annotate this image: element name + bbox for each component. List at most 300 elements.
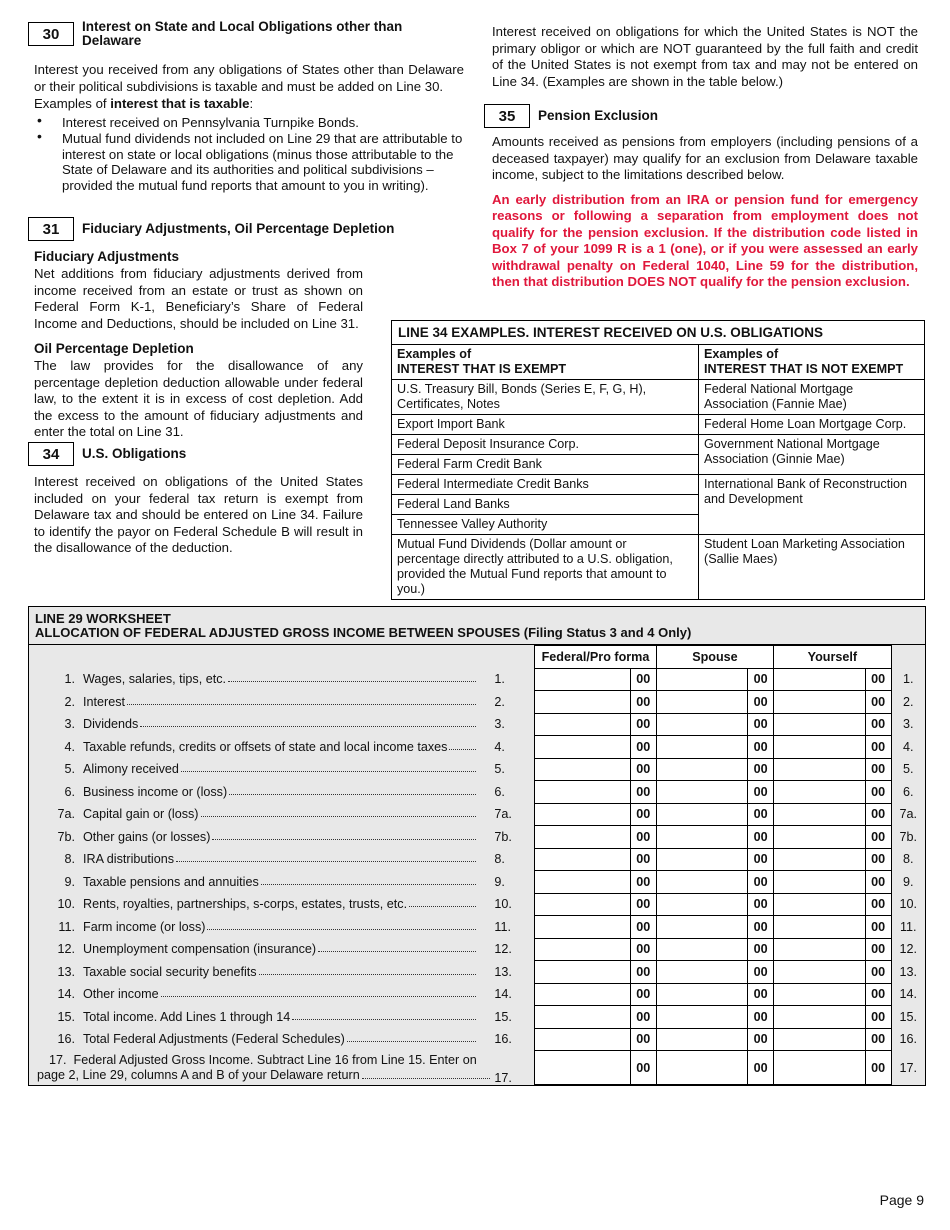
cents-label: 00 — [748, 1006, 774, 1029]
worksheet-row — [29, 938, 925, 961]
worksheet-row — [29, 916, 925, 939]
cents-label: 00 — [865, 713, 891, 736]
line-number: 1. — [494, 672, 505, 687]
line-label — [29, 826, 490, 849]
worksheet-row — [29, 691, 925, 714]
cents-label: 00 — [865, 848, 891, 871]
line-label — [29, 871, 490, 894]
yourself-amount-input[interactable] — [774, 871, 865, 894]
yourself-amount-input[interactable] — [774, 1006, 865, 1029]
oil-depletion-paragraph: The law provides for the disallowance of any percentage depletion deduction allowable under federal law, to the extent it is in excess of cost depletion. Add the excess to the amount of fiduciary adjustments and enter the total on Line 31. — [34, 358, 363, 439]
line-number: 4. — [903, 739, 914, 754]
spouse-amount-input[interactable] — [656, 758, 747, 781]
exempt-cell: Federal Farm Credit Bank — [392, 455, 699, 475]
line-text: Total income. Add Lines 1 through 14 — [83, 1009, 291, 1024]
spouse-column-header: Spouse — [656, 646, 773, 669]
cents-label: 00 — [865, 893, 891, 916]
line-label — [29, 916, 490, 939]
line-label — [29, 1006, 490, 1029]
leader-dots — [261, 884, 477, 885]
federal-amount-input[interactable] — [535, 1006, 631, 1029]
cents-label: 00 — [630, 781, 656, 804]
yourself-amount-input[interactable] — [774, 781, 865, 804]
left-column — [28, 20, 464, 194]
spouse-amount-input[interactable] — [656, 713, 747, 736]
worksheet-grid — [29, 645, 925, 1085]
line-label — [29, 961, 490, 984]
line-number: 17. — [494, 1070, 512, 1085]
examples-colon: : — [249, 96, 254, 111]
section-35-paragraph: Amounts received as pensions from employers (including pensions of a deceased taxpayer) may qualify for an exclusion from Delaware taxable income, subject to the limitations described below. — [492, 134, 918, 182]
exempt-cell: Federal Deposit Insurance Corp. — [392, 435, 699, 455]
leader-dots — [127, 704, 476, 705]
leader-dots — [207, 929, 476, 930]
line-text: Business income or (loss) — [83, 784, 228, 799]
federal-amount-input[interactable] — [535, 758, 631, 781]
worksheet-row — [29, 893, 925, 916]
spouse-amount-input[interactable] — [656, 781, 747, 804]
line-number: 17. — [49, 1052, 67, 1067]
cents-label: 00 — [630, 668, 656, 691]
yourself-amount-input[interactable] — [774, 938, 865, 961]
line-label — [29, 938, 490, 961]
line-number: 16. — [57, 1032, 75, 1047]
line-number: 5. — [903, 762, 914, 777]
cents-label: 00 — [630, 826, 656, 849]
blank — [29, 646, 490, 669]
line-number: 9. — [494, 874, 505, 889]
line-number: 16. — [494, 1032, 512, 1047]
page-number: Page 9 — [879, 1192, 924, 1208]
line-number: 13. — [57, 964, 75, 979]
worksheet-row — [29, 983, 925, 1006]
worksheet-row — [29, 803, 925, 826]
line-text: Unemployment compensation (insurance) — [83, 942, 317, 957]
leader-dots — [212, 839, 476, 840]
exempt-column-header — [392, 345, 699, 380]
line-number: 4. — [64, 739, 75, 754]
federal-amount-input[interactable] — [535, 938, 631, 961]
cents-label: 00 — [748, 691, 774, 714]
cents-label: 00 — [748, 938, 774, 961]
cents-label: 00 — [865, 826, 891, 849]
leader-dots — [228, 681, 476, 682]
line-number: 14. — [899, 987, 918, 1002]
leader-dots — [161, 996, 477, 997]
section-number: 31 — [28, 217, 74, 241]
exempt-cell: U.S. Treasury Bill, Bonds (Series E, F, G, H), Certificates, Notes — [392, 380, 699, 415]
line-17-text-2 — [37, 1068, 490, 1083]
yourself-amount-input[interactable] — [774, 916, 865, 939]
federal-amount-input[interactable] — [535, 691, 631, 714]
federal-amount-input[interactable] — [535, 781, 631, 804]
cents-label: 00 — [630, 848, 656, 871]
cents-label: 00 — [630, 736, 656, 759]
line-text: Taxable refunds, credits or offsets of state and local income taxes — [83, 739, 448, 754]
line-label — [29, 1051, 490, 1085]
spouse-amount-input[interactable] — [656, 871, 747, 894]
federal-amount-input[interactable] — [535, 848, 631, 871]
table-caption: LINE 34 EXAMPLES. INTEREST RECEIVED ON U.S. OBLIGATIONS — [392, 321, 925, 345]
spouse-amount-input[interactable] — [656, 736, 747, 759]
federal-amount-input[interactable] — [535, 871, 631, 894]
line-17-text — [37, 1053, 490, 1068]
cents-label: 00 — [748, 871, 774, 894]
line-number: 5. — [494, 762, 505, 777]
cents-label: 00 — [630, 1006, 656, 1029]
cents-label: 00 — [865, 1006, 891, 1029]
federal-column-header: Federal/Pro forma — [535, 646, 657, 669]
yourself-amount-input[interactable] — [774, 826, 865, 849]
line-number: 11. — [899, 919, 917, 934]
line-34-examples-table — [391, 320, 925, 600]
line-number: 15. — [57, 1009, 75, 1024]
right-column — [492, 24, 918, 291]
yourself-amount-input[interactable] — [774, 668, 865, 691]
exempt-cell: Federal Intermediate Credit Banks — [392, 475, 699, 495]
cents-label: 00 — [865, 781, 891, 804]
line-label — [29, 983, 490, 1006]
cents-label: 00 — [865, 983, 891, 1006]
yourself-amount-input[interactable] — [774, 961, 865, 984]
federal-amount-input[interactable] — [535, 983, 631, 1006]
worksheet-row — [29, 1028, 925, 1051]
line-number: 14. — [57, 987, 75, 1002]
leader-dots — [140, 726, 476, 727]
subheading: Fiduciary Adjustments — [34, 249, 180, 264]
line-number: 7a. — [899, 807, 918, 822]
cents-label: 00 — [630, 1051, 656, 1085]
not-exempt-cell: Government National Mortgage Association (Ginnie Mae) — [699, 435, 925, 475]
line-number: 3. — [64, 717, 75, 732]
line-number: 7b. — [899, 829, 918, 844]
blank — [490, 646, 534, 669]
list-item: • Mutual fund dividends not included on Line 29 that are attributable to interest on state or local obligations (minus those attributable to the State of Delaware and its authorities and political subdivisions – provided the mutual fund reports that amount to you in writing). — [34, 131, 464, 193]
cents-label: 00 — [865, 1028, 891, 1051]
cents-label: 00 — [630, 961, 656, 984]
federal-amount-input[interactable] — [535, 826, 631, 849]
line-number: 16. — [899, 1032, 918, 1047]
cents-label: 00 — [630, 691, 656, 714]
section-30-header — [28, 20, 464, 48]
line-label — [29, 758, 490, 781]
line-number: 2. — [64, 694, 75, 709]
spouse-amount-input[interactable] — [656, 848, 747, 871]
line-number: 13. — [899, 964, 918, 979]
leader-dots — [201, 816, 477, 817]
yourself-amount-input[interactable] — [774, 691, 865, 714]
line-number: 13. — [494, 964, 512, 979]
cents-label: 00 — [865, 916, 891, 939]
yourself-amount-input[interactable] — [774, 758, 865, 781]
line-number: 7b. — [494, 829, 512, 844]
line-number: 8. — [903, 852, 914, 867]
cents-label: 00 — [748, 736, 774, 759]
spouse-amount-input[interactable] — [656, 916, 747, 939]
spouse-amount-input[interactable] — [656, 938, 747, 961]
federal-amount-input[interactable] — [535, 916, 631, 939]
section-title: Interest on State and Local Obligations other than Delaware — [82, 19, 403, 48]
cents-label: 00 — [748, 916, 774, 939]
line-number: 11. — [58, 919, 75, 934]
leader-dots — [362, 1078, 491, 1079]
leader-dots — [347, 1041, 477, 1042]
section-title: U.S. Obligations — [82, 446, 187, 461]
leader-dots — [229, 794, 476, 795]
spouse-amount-input[interactable] — [656, 1051, 747, 1085]
federal-amount-input[interactable] — [535, 668, 631, 691]
federal-amount-input[interactable] — [535, 736, 631, 759]
line-text: Dividends — [83, 717, 139, 732]
line-number: 7a. — [57, 807, 75, 822]
yourself-amount-input[interactable] — [774, 893, 865, 916]
federal-amount-input[interactable] — [535, 713, 631, 736]
line-number: 11. — [494, 919, 511, 934]
spouse-amount-input[interactable] — [656, 1006, 747, 1029]
spouse-amount-input[interactable] — [656, 826, 747, 849]
worksheet-header-row — [29, 646, 925, 669]
line-text: Interest — [83, 694, 125, 709]
cents-label: 00 — [748, 1051, 774, 1085]
leader-dots — [176, 861, 476, 862]
spouse-amount-input[interactable] — [656, 961, 747, 984]
not-exempt-cell: International Bank of Reconstruction and Development — [699, 475, 925, 535]
yourself-amount-input[interactable] — [774, 848, 865, 871]
section-title: Pension Exclusion — [538, 108, 659, 123]
line-number: 1. — [903, 672, 914, 687]
yourself-column-header: Yourself — [774, 646, 891, 669]
leader-dots — [181, 771, 477, 772]
line-label — [29, 893, 490, 916]
worksheet-row — [29, 1006, 925, 1029]
line-number: 1. — [64, 672, 75, 687]
exempt-cell: Tennessee Valley Authority — [392, 515, 699, 535]
cents-label: 00 — [748, 758, 774, 781]
worksheet-row — [29, 736, 925, 759]
cents-label: 00 — [865, 871, 891, 894]
spouse-amount-input[interactable] — [656, 983, 747, 1006]
early-distribution-warning: An early distribution from an IRA or pension fund for emergency reasons or following a separation from employment does not qualify for the pension exclusion. If the distribution code listed in Box 7 of your 1099 R is a 1 (one), or if you were assessed an early withdrawal penalty on Federal 1040, Line 59 for the distribution, then that distribution DOES NOT qualify for the pension exclusion. — [492, 191, 918, 289]
cents-label: 00 — [748, 713, 774, 736]
line-text: IRA distributions — [83, 852, 174, 867]
line-number: 8. — [494, 852, 505, 867]
line-number: 3. — [903, 717, 914, 732]
section-34-paragraph: Interest received on obligations of the United States included on your federal tax return is exempt from Delaware tax and should be entered on Line 34. Failure to identify the payor on Federal Schedule B will result in the disallowance of the deduction. — [34, 474, 363, 555]
leader-dots — [318, 951, 476, 952]
worksheet-row — [29, 713, 925, 736]
cents-label: 00 — [630, 1028, 656, 1051]
line-label — [29, 736, 490, 759]
cents-label: 00 — [630, 713, 656, 736]
leader-dots — [292, 1019, 476, 1020]
cents-label: 00 — [630, 983, 656, 1006]
line-label — [29, 668, 490, 691]
line-29-worksheet — [28, 606, 926, 1086]
cents-label: 00 — [748, 826, 774, 849]
worksheet-title — [29, 607, 925, 645]
cents-label: 00 — [865, 691, 891, 714]
worksheet-heading: LINE 29 WORKSHEET — [35, 611, 171, 626]
line-number: 12. — [899, 942, 918, 957]
cents-label: 00 — [865, 961, 891, 984]
line-text: Farm income (or loss) — [83, 919, 206, 934]
line-text: Rents, royalties, partnerships, s-corps, estates, trusts, etc. — [83, 897, 408, 912]
line-label — [29, 848, 490, 871]
line-number: 3. — [494, 717, 505, 732]
spouse-amount-input[interactable] — [656, 893, 747, 916]
header-line: Examples of — [397, 347, 472, 361]
yourself-amount-input[interactable] — [774, 1051, 865, 1085]
exempt-cell: Export Import Bank — [392, 415, 699, 435]
cents-label: 00 — [865, 803, 891, 826]
line-number: 10. — [899, 897, 918, 912]
worksheet-row — [29, 848, 925, 871]
cents-label: 00 — [630, 916, 656, 939]
line-number: 2. — [903, 694, 914, 709]
line-number: 17. — [899, 1060, 918, 1075]
line-text: Other gains (or losses) — [83, 829, 211, 844]
line-number: 7a. — [494, 807, 512, 822]
line-number: 2. — [494, 694, 505, 709]
line-number: 6. — [64, 784, 75, 799]
worksheet-row-17 — [29, 1051, 925, 1085]
cents-label: 00 — [865, 1051, 891, 1085]
section-number: 35 — [484, 104, 530, 128]
fiduciary-paragraph: Net additions from fiduciary adjustments derived from income received from an estate or trust as shown on Federal Form K-1, Beneficiary’s Share of Federal Income and Deductions, should be included on Line 31. — [34, 266, 363, 331]
cents-label: 00 — [748, 668, 774, 691]
cents-label: 00 — [865, 758, 891, 781]
line-number: 14. — [494, 987, 512, 1002]
yourself-amount-input[interactable] — [774, 803, 865, 826]
spouse-amount-input[interactable] — [656, 668, 747, 691]
line-number: 6. — [903, 784, 914, 799]
worksheet-row — [29, 668, 925, 691]
section-31-header — [28, 217, 464, 241]
line-text: Alimony received — [83, 762, 179, 777]
worksheet-subheading: ALLOCATION OF FEDERAL ADJUSTED GROSS INCOME BETWEEN SPOUSES (Filing Status 3 and 4 Only) — [35, 625, 692, 640]
line-label — [29, 781, 490, 804]
spouse-amount-input[interactable] — [656, 1028, 747, 1051]
section-34-continued: Interest received on obligations for which the United States is NOT the primary obligor or which are NOT guaranteed by the full faith and credit of the United States is not exempt from tax and may not be entered on Line 34. (Examples are shown in the table below.) — [492, 24, 918, 89]
line-number: 7b. — [57, 829, 75, 844]
list-item: • Interest received on Pennsylvania Turnpike Bonds. — [34, 115, 464, 131]
subheading: Oil Percentage Depletion — [34, 341, 194, 356]
cents-label: 00 — [630, 893, 656, 916]
line-label — [29, 1028, 490, 1051]
worksheet-row — [29, 781, 925, 804]
header-line: Examples of — [704, 347, 779, 361]
leader-dots — [449, 749, 476, 750]
federal-amount-input[interactable] — [535, 893, 631, 916]
line-text: Federal Adjusted Gross Income. Subtract Line 16 from Line 15. Enter on — [73, 1052, 477, 1067]
examples-lead-text: Examples of — [34, 96, 111, 111]
not-exempt-cell: Student Loan Marketing Association (Sallie Maes) — [699, 535, 925, 600]
line-number: 12. — [494, 942, 512, 957]
yourself-amount-input[interactable] — [774, 983, 865, 1006]
line-text: Taxable social security benefits — [83, 964, 257, 979]
examples-lead — [34, 96, 464, 113]
line-label — [29, 691, 490, 714]
line-text: Taxable pensions and annuities — [83, 874, 259, 889]
header-line: INTEREST THAT IS NOT EXEMPT — [704, 362, 904, 376]
line-number: 12. — [57, 942, 75, 957]
line-number: 15. — [899, 1009, 918, 1024]
cents-label: 00 — [748, 961, 774, 984]
line-number: 10. — [57, 897, 75, 912]
line-number: 15. — [494, 1009, 512, 1024]
cents-label: 00 — [748, 781, 774, 804]
worksheet-row — [29, 826, 925, 849]
federal-amount-input[interactable] — [535, 803, 631, 826]
worksheet-row — [29, 961, 925, 984]
line-text: page 2, Line 29, columns A and B of your Delaware return — [37, 1067, 360, 1082]
examples-bold-text: interest that is taxable — [110, 96, 250, 111]
cents-label: 00 — [865, 668, 891, 691]
line-number: 10. — [494, 897, 512, 912]
worksheet-row — [29, 758, 925, 781]
cents-label: 00 — [748, 803, 774, 826]
yourself-amount-input[interactable] — [774, 713, 865, 736]
not-exempt-cell: Federal National Mortgage Association (Fannie Mae) — [699, 380, 925, 415]
line-number: 5. — [64, 762, 75, 777]
line-number: 6. — [494, 784, 505, 799]
cents-label: 00 — [748, 848, 774, 871]
cents-label: 00 — [630, 938, 656, 961]
line-number: 8. — [64, 852, 75, 867]
line-label — [29, 803, 490, 826]
section-title: Fiduciary Adjustments, Oil Percentage Depletion — [82, 221, 395, 236]
cents-label: 00 — [748, 893, 774, 916]
line-text: Other income — [83, 987, 159, 1002]
yourself-amount-input[interactable] — [774, 736, 865, 759]
line-number: 9. — [64, 874, 75, 889]
federal-amount-input[interactable] — [535, 1051, 631, 1085]
cents-label: 00 — [865, 736, 891, 759]
cents-label: 00 — [748, 983, 774, 1006]
line-number: 4. — [494, 739, 505, 754]
federal-amount-input[interactable] — [535, 1028, 631, 1051]
cents-label: 00 — [630, 758, 656, 781]
not-exempt-cell: Federal Home Loan Mortgage Corp. — [699, 415, 925, 435]
section-number: 34 — [28, 442, 74, 466]
section-30-paragraph: Interest you received from any obligations of States other than Delaware or their political subdivisions is taxable and must be added on Line 30. — [34, 62, 464, 94]
yourself-amount-input[interactable] — [774, 1028, 865, 1051]
header-line: INTEREST THAT IS EXEMPT — [397, 362, 567, 376]
section-number: 30 — [28, 22, 74, 46]
line-text: Wages, salaries, tips, etc. — [83, 672, 227, 687]
line-text: Total Federal Adjustments (Federal Schedules) — [83, 1032, 345, 1047]
exempt-cell: Federal Land Banks — [392, 495, 699, 515]
line-text: Capital gain or (loss) — [83, 807, 199, 822]
leader-dots — [259, 974, 477, 975]
cents-label: 00 — [630, 871, 656, 894]
blank — [891, 646, 925, 669]
worksheet-row — [29, 871, 925, 894]
federal-amount-input[interactable] — [535, 961, 631, 984]
cents-label: 00 — [865, 938, 891, 961]
not-exempt-column-header — [699, 345, 925, 380]
taxable-interest-list — [34, 115, 464, 194]
cents-label: 00 — [748, 1028, 774, 1051]
line-label — [29, 713, 490, 736]
section-35-header — [484, 104, 918, 128]
leader-dots — [409, 906, 476, 907]
spouse-amount-input[interactable] — [656, 691, 747, 714]
exempt-cell: Mutual Fund Dividends (Dollar amount or percentage directly attributed to a U.S. obligation, provided the Mutual Fund reports that amount to you.) — [392, 535, 699, 600]
spouse-amount-input[interactable] — [656, 803, 747, 826]
cents-label: 00 — [630, 803, 656, 826]
line-number: 9. — [903, 874, 914, 889]
